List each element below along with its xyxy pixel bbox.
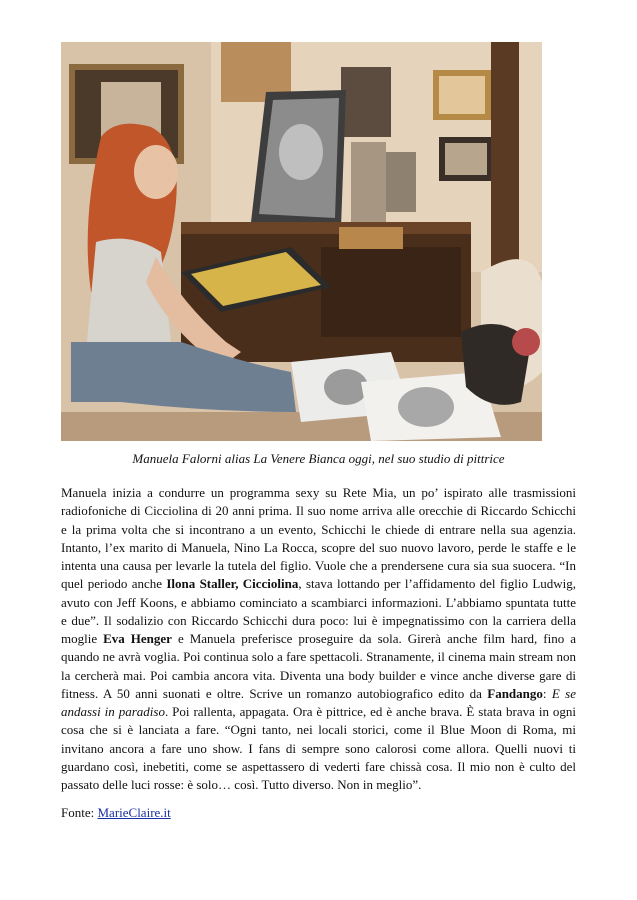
article-text-part: . Poi rallenta, appagata. Ora è pittrice, ed è anche brava. È stata brava in ogni cosa che si è lanciata a fare. “Ogni tanto, nei locali storici, come il Blue Moon di Roma, mi invitano ancora a fare uno show. I fans di sempre sono calorosi come allora. Quelli nuovi ti guardano così, inebetiti, come se aspettassero di vederti fare chissà cosa. Il mio non è culto del passato delle luci rosse: è solo… così. Tutto diverso. Non in meglio”. [61,704,576,792]
source-label: Fonte: [61,805,98,820]
article-text-part: : [542,685,552,701]
source-link[interactable]: MarieClaire.it [97,805,171,820]
article-paragraph [61,484,576,794]
source-line [61,804,171,822]
article-text-part: e Manuela preferisce proseguire da sola. Girerà anche film hard, fino a quando ne avrà voglia. Poi continua solo a fare spettacoli. Stranamente, il cinema main stream non la cercherà mai. Poi cambia ancora vita. Diventa una body builder e vince anche diverse gare di fitness. A 50 anni suonati e oltre. Scrive un romanzo autobiografico edito da [61,631,576,701]
italic-book-title: E se andassi in paradiso [61,685,576,719]
photo-illustration [61,42,542,441]
bold-publisher-fandango: Fandango [487,685,543,701]
bold-name-ilona-staller: Ilona Staller, Cicciolina [166,576,299,592]
photo-caption: Manuela Falorni alias La Venere Bianca oggi, nel suo studio di pittrice [132,451,505,466]
article-text-part: , stava lottando per l’affidamento del figlio Ludwig, avuto con Jeff Koons, e abbiamo cominciato a scambiarci informazioni. L’abbiamo spuntata tutte e due”. Il sodalizio con Riccardo Schicchi dura poco: lui è impegnatissimo con la carriera della moglie [61,576,577,646]
photo-studio-image [61,42,542,441]
article-text-part: Manuela inizia a condurre un programma sexy su Rete Mia, un po’ ispirato alle trasmissioni radiofoniche di Cicciolina di 20 anni prima. Il suo nome arriva alle orecchie di Riccardo Schicchi e la prima volta che si incontrano a un evento, Schicchi le chiede di entrare nella sua agenzia. Intanto, l’ex marito di Manuela, Nino La Rocca, scopre del suo nuovo lavoro, perde le staffe e le intenta una causa per levarle la tutela del figlio. Vuole che a prendersene cura sia sua suocera. “In quel periodo anche [61,485,576,592]
bold-name-eva-henger: Eva Henger [103,631,172,646]
